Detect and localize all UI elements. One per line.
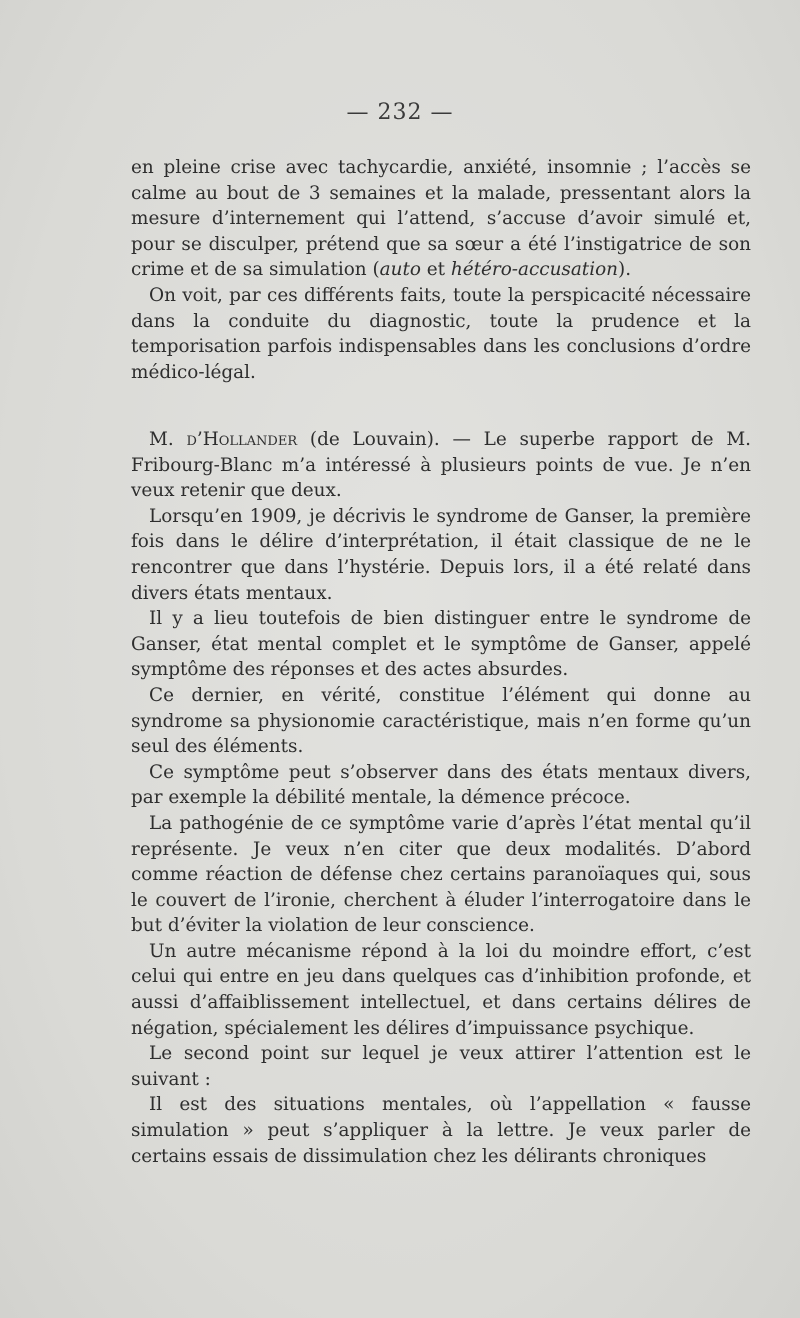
paragraph: La pathogénie de ce symptôme varie d’après l’état mental qu’il représente. Je veux n’en citer que deux modalités. D’abord comme réaction de défense chez certains paranoïaques qui, sous le couvert de l’ironie, cherchent à éluder l’interrogatoire dans le but d’éviter la violation de leur conscience. <box>131 812 751 937</box>
paragraph: en pleine crise avec tachycardie, anxiété, insomnie ; l’accès se calme au bout de 3 semaines et la malade, pressentant alors la mesure d’internement qui l’attend, s’accuse d’avoir simulé et, pour se disculper, prétend que sa sœur a été l’instigatrice de son crime et de sa simulation (auto et hétéro-accusation). <box>131 157 751 281</box>
intervention-paragraph: M. d’Hollander (de Louvain). — Le superbe rapport de M. Fribourg-Blanc m’a intéressé à plusieurs points de vue. Je n’en veux retenir que deux. <box>131 429 751 502</box>
text-block-top <box>131 155 751 385</box>
page-number: — 232 — <box>346 100 454 125</box>
paragraph: Un autre mécanisme répond à la loi du moindre effort, c’est celui qui entre en jeu dans quelques cas d’inhibition profonde, et aussi d’affaiblissement intellectuel, et dans certains délires de négation, spécialement les délires d’impuissance psychique. <box>131 940 751 1039</box>
speaker-name: d’Hollander <box>186 429 298 450</box>
paragraph: Il est des situations mentales, où l’appellation « fausse simulation » peut s’appliquer à la lettre. Je veux parler de certains essais de dissimulation chez les délirants chroniques <box>131 1094 751 1167</box>
paragraph: Lorsqu’en 1909, je décrivis le syndrome de Ganser, la première fois dans le délire d’interprétation, il était classique de ne le rencontrer que dans l’hystérie. Depuis lors, il a été relaté dans divers états mentaux. <box>131 505 751 604</box>
paragraph: Le second point sur lequel je veux attirer l’attention est le suivant : <box>131 1043 751 1090</box>
paragraph: Il y a lieu toutefois de bien distinguer entre le syndrome de Ganser, état mental complet et le symptôme de Ganser, appelé symptôme des réponses et des actes absurdes. <box>131 608 751 681</box>
text-block-main <box>131 427 751 1169</box>
paragraph: Ce symptôme peut s’observer dans des états mentaux divers, par exemple la débilité mentale, la démence précoce. <box>131 761 751 809</box>
paragraph: On voit, par ces différents faits, toute la perspicacité nécessaire dans la conduite du diagnostic, toute la prudence et la temporisation parfois indispensables dans les conclusions d’ordre médico-légal. <box>131 284 751 383</box>
paragraph: Ce dernier, en vérité, constitue l’élément qui donne au syndrome sa physionomie caractéristique, mais n’en forme qu’un seul des éléments. <box>131 684 751 758</box>
